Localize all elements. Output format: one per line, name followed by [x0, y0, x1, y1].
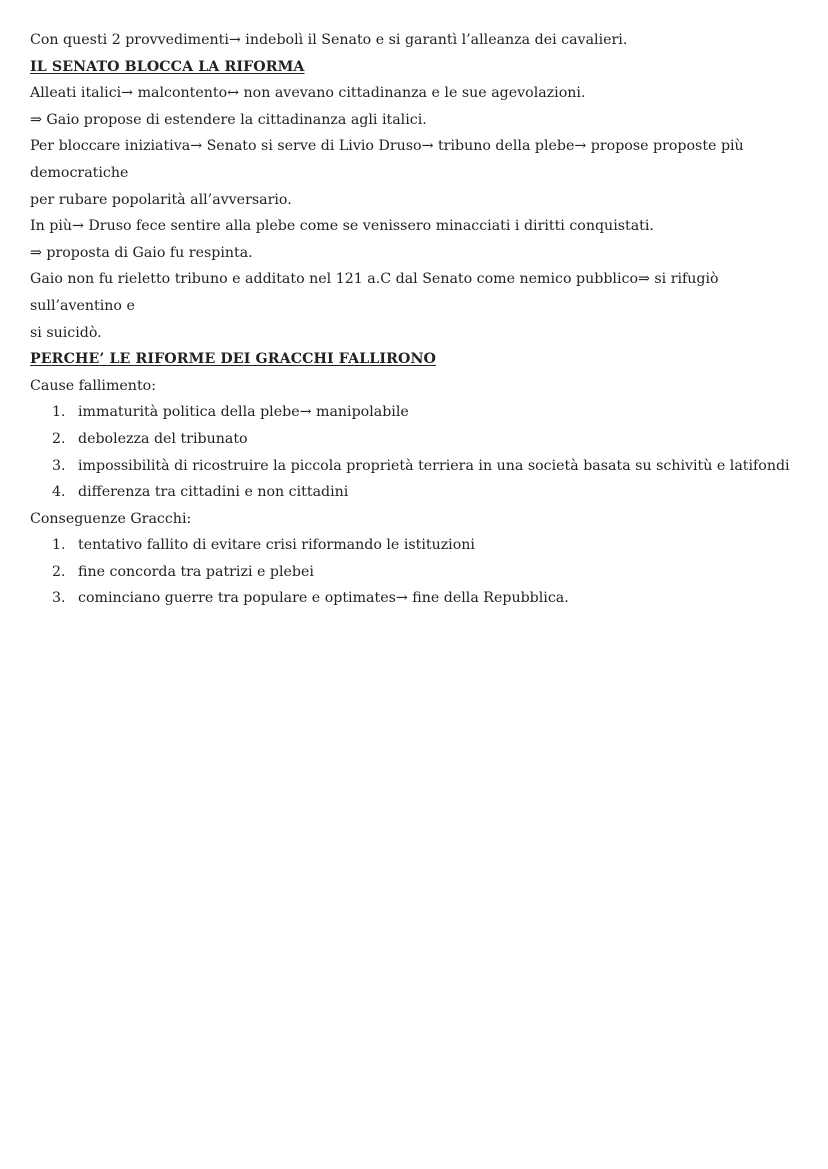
list-item-text: differenza tra cittadini e non cittadini [78, 484, 349, 501]
list-item [30, 585, 810, 612]
consequences-label: Conseguenze Gracchi: [30, 510, 192, 527]
list-item-text: fine concorda tra patrizi e plebei [78, 563, 314, 580]
list-item [30, 426, 810, 453]
heading-senato-blocca: IL SENATO BLOCCA LA RIFORMA [30, 58, 305, 75]
list-item [30, 559, 810, 586]
paragraph-druso-plebe: In più→ Druso fece sentire alla plebe come se venissero minacciati i diritti conquistati. [30, 218, 654, 235]
paragraph-provvedimenti: Con questi 2 provvedimenti→ indebolì il Senato e si garantì l’alleanza dei cavalieri. [30, 32, 628, 48]
list-item [30, 479, 810, 506]
list-number: 3. [52, 457, 66, 474]
paragraph-proposta-respinta: ⇒ proposta di Gaio fu respinta. [30, 244, 253, 261]
list-number: 3. [52, 590, 66, 607]
list-number: 4. [52, 484, 66, 501]
list-number: 1. [52, 404, 66, 421]
paragraph-gaio-propose: ⇒ Gaio propose di estendere la cittadinanza agli italici. [30, 111, 427, 128]
paragraph-livio-druso-line2: per rubare popolarità all’avversario. [30, 191, 292, 208]
list-item-text: cominciano guerre tra populare e optimates→ fine della Repubblica. [78, 590, 569, 607]
causes-list [30, 399, 810, 505]
list-number: 2. [52, 563, 66, 580]
document-page [30, 27, 810, 612]
list-number: 2. [52, 430, 66, 447]
paragraph-gaio-suicidio-line2: si suicidò. [30, 324, 102, 341]
list-item-text: immaturità politica della plebe→ manipolabile [78, 404, 409, 421]
list-item-text: debolezza del tribunato [78, 430, 248, 447]
heading-riforme-fallirono: PERCHE’ LE RIFORME DEI GRACCHI FALLIRONO [30, 351, 436, 368]
paragraph-gaio-suicidio-line1: Gaio non fu rieletto tribuno e additato nel 121 a.C dal Senato come nemico pubblico⇒ si rifugiò sull’aventino e [30, 271, 719, 314]
list-item-text: tentativo fallito di evitare crisi riformando le istituzioni [78, 537, 475, 554]
list-item [30, 453, 810, 480]
list-item [30, 532, 810, 559]
list-item [30, 399, 810, 426]
causes-label: Cause fallimento: [30, 377, 156, 394]
consequences-list [30, 532, 810, 612]
paragraph-alleati-italici: Alleati italici→ malcontento↔ non avevano cittadinanza e le sue agevolazioni. [30, 85, 586, 102]
paragraph-livio-druso-line1: Per bloccare iniziativa→ Senato si serve di Livio Druso→ tribuno della plebe→ propose proposte più democratiche [30, 138, 744, 181]
list-number: 1. [52, 537, 66, 554]
list-item-text: impossibilità di ricostruire la piccola proprietà terriera in una società basata su schivitù e latifondi [78, 457, 790, 474]
